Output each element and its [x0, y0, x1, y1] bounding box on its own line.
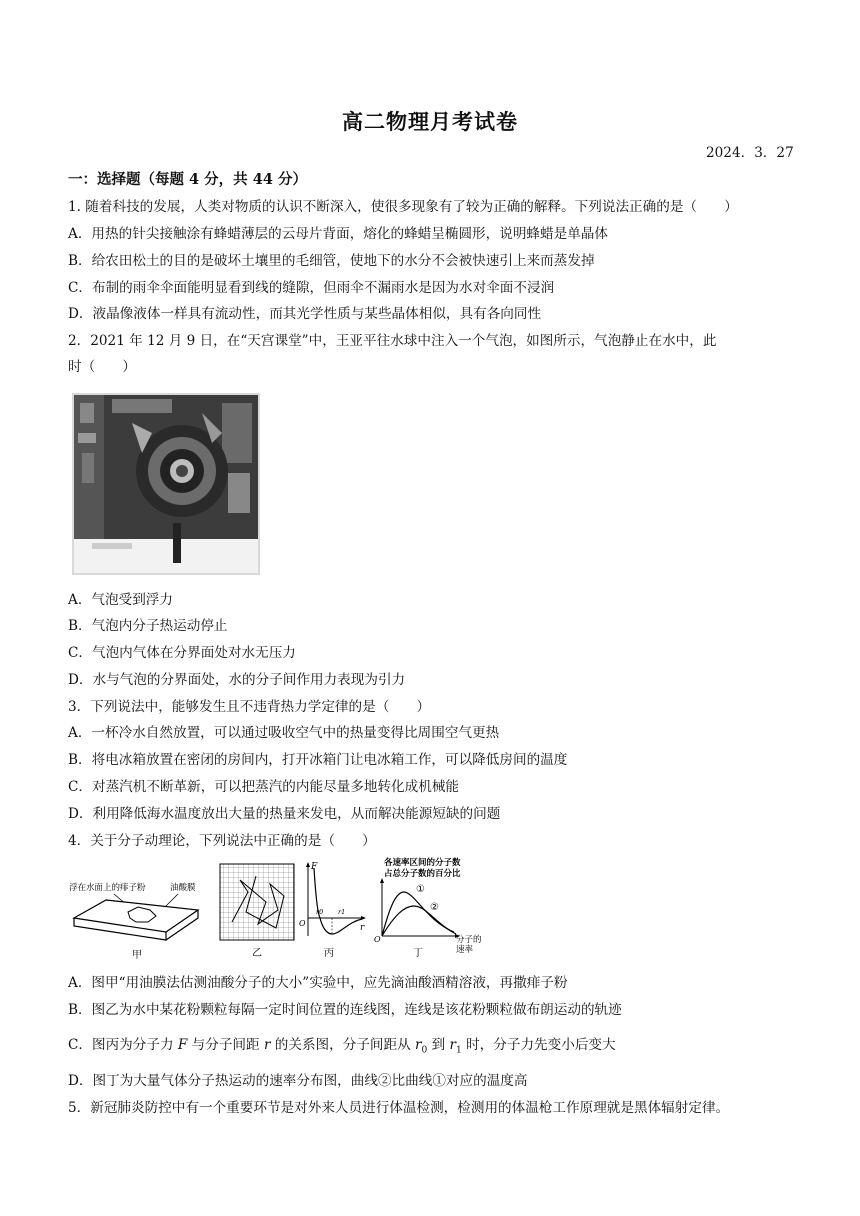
ding-xlabel-1: 分子的 [456, 935, 482, 945]
q4-option-b: B．图乙为水中某花粉颗粒每隔一定时间位置的连线图，连线是该花粉颗粒做布朗运动的轨迹 [68, 1002, 622, 1018]
ding-xlabel-2: 速率 [456, 945, 474, 955]
ding-label: 丁 [413, 948, 423, 959]
q4-c-mid1: 与分子间距 [187, 1037, 264, 1053]
bing-r-label: r [360, 923, 365, 933]
q4-option-d: D．图丁为大量气体分子热运动的速率分布图，曲线②比曲线①对应的温度高 [68, 1073, 528, 1089]
exam-title: 高二物理月考试卷 [342, 109, 518, 134]
q4-c-f: F [177, 1037, 188, 1053]
jia-film-label: 油酸膜 [170, 883, 196, 893]
q2-photo [72, 393, 260, 575]
q4-stem: 4．关于分子动理论，下列说法中正确的是（ ） [68, 833, 376, 849]
q4-c-r0: r [415, 1037, 422, 1053]
speed-distribution-graph [368, 856, 498, 962]
bing-f-label: F [311, 862, 318, 872]
q1-option-b: B．给农田松土的目的是破坏土壤里的毛细管，使地下的水分不会被快速引上来而蒸发掉 [68, 253, 595, 269]
q2-option-a: A．气泡受到浮力 [68, 592, 173, 608]
q4-figure-bing [296, 856, 368, 962]
yi-label: 乙 [252, 948, 262, 959]
q3-option-a: A．一杯冷水自然放置，可以通过吸收空气中的热量变得比周围空气更热 [68, 725, 500, 741]
q4-figure-ding [368, 856, 498, 962]
jia-caption: 浮在水面上的痱子粉 [69, 883, 146, 893]
oil-film-tray-diagram [66, 880, 206, 962]
bing-r1-label: r1 [338, 908, 346, 916]
ding-ylabel-2: 占总分子数的百分比 [384, 869, 461, 879]
q1-option-a: A．用热的针尖接触涂有蜂蜡薄层的云母片背面，熔化的蜂蜡呈椭圆形，说明蜂蜡是单晶体 [68, 226, 608, 242]
q3-stem: 3．下列说法中，能够发生且不违背热力学定律的是（ ） [68, 699, 431, 715]
section-heading: 一：选择题（每题 4 分，共 44 分） [68, 171, 307, 188]
q4-c-r1: r [449, 1037, 457, 1053]
jia-label: 甲 [132, 950, 142, 961]
bing-o-label: O [299, 919, 306, 928]
q4-c-pre: C．图丙为分子力 [68, 1037, 178, 1053]
q3-option-b: B．将电冰箱放置在密闭的房间内，打开冰箱门让电冰箱工作，可以降低房间的温度 [68, 752, 568, 768]
q2-option-d: D．水与气泡的分界面处，水的分子间作用力表现为引力 [68, 672, 406, 688]
q3-option-d: D．利用降低海水温度放出大量的热量来发电，从而解决能源短缺的问题 [68, 806, 501, 822]
q4-figure-yi [218, 862, 298, 962]
ding-o-label: O [374, 935, 381, 944]
q1-option-c: C．布制的雨伞伞面能明显看到线的缝隙，但雨伞不漏雨水是因为水对伞面不浸润 [68, 280, 555, 296]
q2-stem-line2: 时（ ） [68, 359, 136, 375]
q4-c-mid2: 的关系图，分子间距从 [270, 1037, 416, 1053]
q4-c-r0-sub: 0 [421, 1045, 428, 1056]
q1-option-d: D．液晶像液体一样具有流动性，而其光学性质与某些晶体相似，具有各向同性 [68, 306, 542, 322]
q4-c-post: 时，分子力先变小后变大 [461, 1037, 616, 1053]
q1-stem: 1. 随着科技的发展，人类对物质的认识不断深入，使很多现象有了较为正确的解释。下列说法正确的是（ ） [68, 199, 738, 215]
brownian-motion-grid [218, 862, 298, 962]
q2-option-c: C．气泡内气体在分界面处对水无压力 [68, 645, 296, 661]
bing-label: 丙 [324, 948, 334, 959]
bing-r0-label: r0 [316, 908, 324, 916]
q4-c-to: 到 [427, 1037, 450, 1053]
ding-curve1-label: ① [416, 884, 425, 895]
q4-c-r: r [263, 1037, 271, 1053]
water-bubble-photo [72, 393, 260, 575]
q4-option-c [68, 1036, 616, 1060]
q4-figure-jia [66, 880, 206, 962]
q4-c-r1-sub: 1 [456, 1045, 462, 1056]
ding-ylabel-1: 各速率区间的分子数 [384, 858, 461, 868]
q2-option-b: B．气泡内分子热运动停止 [68, 618, 228, 634]
exam-date: 2024．3．27 [706, 145, 794, 161]
q2-stem-line1: 2．2021 年 12 月 9 日，在“天宫课堂”中，王亚平往水球中注入一个气泡，如图所示，气泡静止在水中，此 [68, 333, 717, 349]
q4-option-a: A．图甲“用油膜法估测油酸分子的大小”实验中，应先滴油酸酒精溶液，再撒痱子粉 [68, 975, 568, 991]
q3-option-c: C．对蒸汽机不断革新，可以把蒸汽的内能尽量多地转化成机械能 [68, 779, 460, 795]
ding-curve2-label: ② [430, 902, 439, 913]
molecular-force-graph [296, 856, 368, 962]
q5-stem: 5．新冠肺炎防控中有一个重要环节是对外来人员进行体温检测，检测用的体温枪工作原理就是黑体辐射定律。 [68, 1100, 730, 1116]
